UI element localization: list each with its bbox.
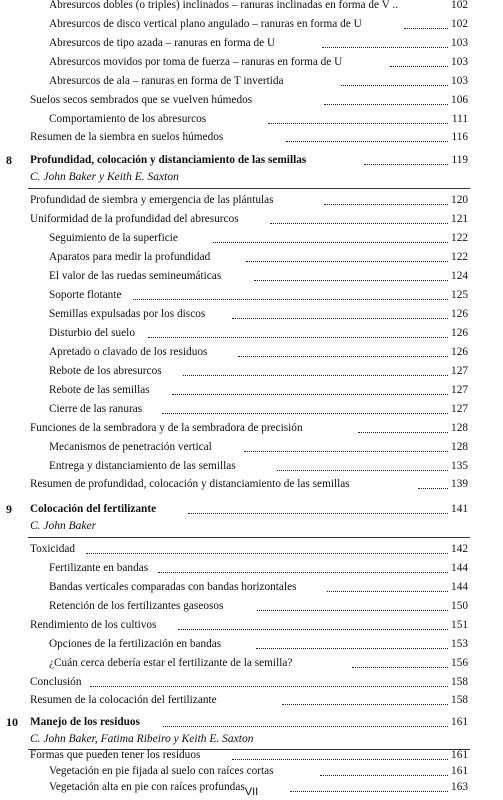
toc-entry-title: Apretado o clavado de los residuos (49, 346, 208, 358)
chapter-number: 10 (6, 715, 18, 729)
page-number: VII (0, 786, 503, 798)
chapter-heading (0, 151, 503, 169)
toc-entry-page: 116 (451, 131, 468, 143)
toc-entry-page: 102 (451, 18, 468, 30)
toc-entry (0, 229, 503, 247)
toc-entry (0, 764, 503, 778)
dot-leader (86, 553, 448, 554)
dot-leader (324, 104, 448, 105)
chapter-title: Profundidad, colocación y distanciamiento de las semillas (30, 154, 307, 166)
toc-entry-title: Entrega y distanciamiento de las semillas (49, 460, 236, 472)
toc-entry (0, 635, 503, 653)
toc-entry-title: Funciones de la sembradora y de la sembradora de precisión (30, 422, 303, 434)
toc-entry (0, 748, 503, 762)
dot-leader (327, 591, 448, 592)
toc-entry-title: Mecanismos de penetración vertical (49, 441, 212, 453)
dot-leader (172, 394, 448, 395)
chapter-number: 9 (6, 502, 12, 516)
dot-leader (148, 337, 448, 338)
dot-leader (163, 726, 448, 727)
dot-leader (277, 470, 448, 471)
dot-leader (352, 667, 448, 668)
toc-entry (0, 362, 503, 380)
toc-entry (0, 0, 503, 14)
toc-entry-page: 128 (451, 422, 468, 434)
chapter-heading (0, 713, 503, 731)
dot-leader (324, 204, 448, 205)
dot-leader (254, 280, 448, 281)
toc-entry-page: 106 (451, 94, 468, 106)
toc-entry-page: 126 (451, 308, 468, 320)
toc-entry-title: ¿Cuán cerca debería estar el fertilizante de la semilla? (49, 657, 293, 669)
toc-entry-page: 161 (451, 765, 468, 777)
toc-entry-page: 103 (451, 37, 468, 49)
toc-entry-page: 122 (451, 232, 468, 244)
dot-leader (188, 513, 448, 514)
toc-entry-title: Formas que pueden tener los residuos (30, 749, 201, 761)
toc-entry-title: Rebote de los abresurcos (49, 365, 162, 377)
chapter-authors: C. John Baker (30, 520, 97, 532)
dot-leader (213, 242, 448, 243)
toc-entry-title: Resumen de la colocación del fertilizante (30, 694, 217, 706)
toc-entry-page: 121 (451, 213, 468, 225)
chapter-page: 119 (451, 154, 468, 166)
dot-leader (290, 791, 448, 792)
toc-entry (0, 72, 503, 90)
toc-entry (0, 616, 503, 634)
toc-entry (0, 286, 503, 304)
toc-entry-page: 161 (451, 749, 468, 761)
toc-entry-title: Toxicidad (30, 543, 76, 555)
toc-entry-page: 127 (451, 365, 468, 377)
toc-entry-page: 139 (451, 478, 468, 490)
toc-entry-page: 158 (451, 676, 468, 688)
toc-entry (0, 324, 503, 342)
toc-entry-title: Cierre de las ranuras (49, 403, 143, 415)
dot-leader (183, 375, 448, 376)
toc-entry-page: 142 (451, 543, 468, 555)
toc-entry (0, 673, 503, 691)
divider (28, 188, 470, 189)
toc-entry-title: Bandas verticales comparadas con bandas horizontales (49, 581, 297, 593)
toc-entry (0, 438, 503, 456)
chapter-title: Manejo de los residuos (30, 716, 140, 728)
dot-leader (364, 164, 448, 165)
dot-leader (232, 318, 448, 319)
toc-entry-page: 163 (451, 781, 468, 793)
chapter-page: 141 (451, 503, 468, 515)
toc-entry-page: 126 (451, 346, 468, 358)
toc-entry (0, 91, 503, 109)
dot-leader (268, 123, 448, 124)
toc-entry-title: Resumen de la siembra en suelos húmedos (30, 131, 224, 143)
toc-entry-page: 111 (451, 113, 468, 125)
toc-entry (0, 540, 503, 558)
divider (28, 537, 470, 538)
toc-entry-title: Seguimiento de la superficie (49, 232, 178, 244)
toc-entry (0, 559, 503, 577)
dot-leader (282, 704, 448, 705)
toc-entry-title: Disturbio del suelo (49, 327, 135, 339)
toc-entry-title: Opciones de la fertilización en bandas (49, 638, 222, 650)
toc-entry-page: 153 (451, 638, 468, 650)
dot-leader (158, 572, 448, 573)
dot-leader (320, 775, 448, 776)
dot-leader (133, 299, 448, 300)
toc-entry (0, 248, 503, 266)
chapter-authors: C. John Baker, Fatima Ribeiro y Keith E. Saxton (30, 733, 254, 745)
toc-entry-page: 126 (451, 327, 468, 339)
dot-leader (162, 413, 448, 414)
toc-entry-title: Uniformidad de la profundidad del abresurcos (30, 213, 239, 225)
dot-leader (238, 356, 448, 357)
toc-entry-title: Rendimiento de los cultivos (30, 619, 157, 631)
toc-entry-title: Vegetación alta en pie con raíces profundas (49, 781, 245, 793)
toc-entry-title: Fertilizante en bandas (49, 562, 149, 574)
toc-entry-page: 127 (451, 403, 468, 415)
dot-leader (390, 66, 448, 67)
toc-entry (0, 780, 503, 794)
dot-leader (286, 141, 448, 142)
toc-entry-title: Semillas expulsadas por los discos (49, 308, 206, 320)
chapter-heading (0, 500, 503, 518)
toc-entry (0, 53, 503, 71)
toc-entry (0, 110, 503, 128)
toc-entry (0, 400, 503, 418)
dot-leader (232, 759, 448, 760)
toc-entry-page: 127 (451, 384, 468, 396)
toc-entry (0, 597, 503, 615)
dot-leader (404, 28, 448, 29)
toc-entry (0, 654, 503, 672)
toc-entry-title: Profundidad de siembra y emergencia de las plántulas (30, 194, 274, 206)
toc-entry-page: 158 (451, 694, 468, 706)
toc-entry-title: Abresurcos de tipo azada – ranuras en forma de U (49, 37, 276, 49)
dot-leader (246, 261, 448, 262)
dot-leader (358, 432, 448, 433)
toc-entry-page: 156 (451, 657, 468, 669)
toc-entry (0, 15, 503, 33)
toc-entry-title: Resumen de profundidad, colocación y distanciamiento de las semillas (30, 478, 350, 490)
toc-entry-title: Abresurcos de disco vertical plano angulado – ranuras en forma de U (49, 18, 362, 30)
toc-entry-page: 150 (451, 600, 468, 612)
toc-entry-page: 144 (451, 581, 468, 593)
toc-entry-title: Vegetación en pie fijada al suelo con raíces cortas (49, 765, 274, 777)
toc-entry-page: 124 (451, 270, 468, 282)
dot-leader (244, 451, 448, 452)
dot-leader (178, 629, 448, 630)
toc-entry-title: Suelos secos sembrados que se vuelven húmedos (30, 94, 253, 106)
toc-entry (0, 475, 503, 493)
toc-entry (0, 210, 503, 228)
toc-entry-page: 151 (451, 619, 468, 631)
toc-entry-title: Comportamiento de los abresurcos (49, 113, 207, 125)
toc-entry (0, 267, 503, 285)
dot-leader (257, 610, 448, 611)
dot-leader (322, 47, 448, 48)
toc-entry-page: 103 (451, 75, 468, 87)
toc-entry (0, 381, 503, 399)
toc-entry-page: 122 (451, 251, 468, 263)
dot-leader (341, 85, 448, 86)
toc-entry (0, 457, 503, 475)
dot-leader (256, 648, 448, 649)
toc-entry-page: 135 (451, 460, 468, 472)
dot-leader (90, 686, 448, 687)
toc-entry-page: 103 (451, 56, 468, 68)
chapter-title: Colocación del fertilizante (30, 503, 157, 515)
toc-entry-title: Aparatos para medir la profundidad (49, 251, 211, 263)
toc-entry (0, 419, 503, 437)
toc-entry (0, 578, 503, 596)
chapter-number: 8 (6, 153, 12, 167)
toc-entry (0, 305, 503, 323)
toc-entry-page: 144 (451, 562, 468, 574)
toc-entry-page: 128 (451, 441, 468, 453)
chapter-authors: C. John Baker y Keith E. Saxton (30, 171, 179, 183)
toc-entry-title: El valor de las ruedas semineumáticas (49, 270, 222, 282)
dot-leader (270, 223, 448, 224)
toc-entry-title: Rebote de las semillas (49, 384, 150, 396)
toc-entry-page: 102 (451, 0, 468, 11)
toc-entry (0, 343, 503, 361)
toc-entry (0, 128, 503, 146)
dot-leader (418, 488, 448, 489)
toc-entry-title: Soporte flotante (49, 289, 122, 301)
toc-entry-title: Abresurcos de ala – ranuras en forma de T invertida (49, 75, 284, 87)
chapter-page: 161 (451, 716, 468, 728)
toc-entry-title: Retención de los fertilizantes gaseosos (49, 600, 224, 612)
toc-entry (0, 191, 503, 209)
toc-entry (0, 34, 503, 52)
toc-entry-title: Abresurcos dobles (o triples) inclinados – ranuras inclinadas en forma de V .. (49, 0, 399, 11)
toc-entry (0, 691, 503, 709)
toc-entry-page: 125 (451, 289, 468, 301)
toc-entry-title: Abresurcos movidos por toma de fuerza – ranuras en forma de U (49, 56, 343, 68)
toc-entry-page: 120 (451, 194, 468, 206)
toc-entry-title: Conclusión (30, 676, 82, 688)
